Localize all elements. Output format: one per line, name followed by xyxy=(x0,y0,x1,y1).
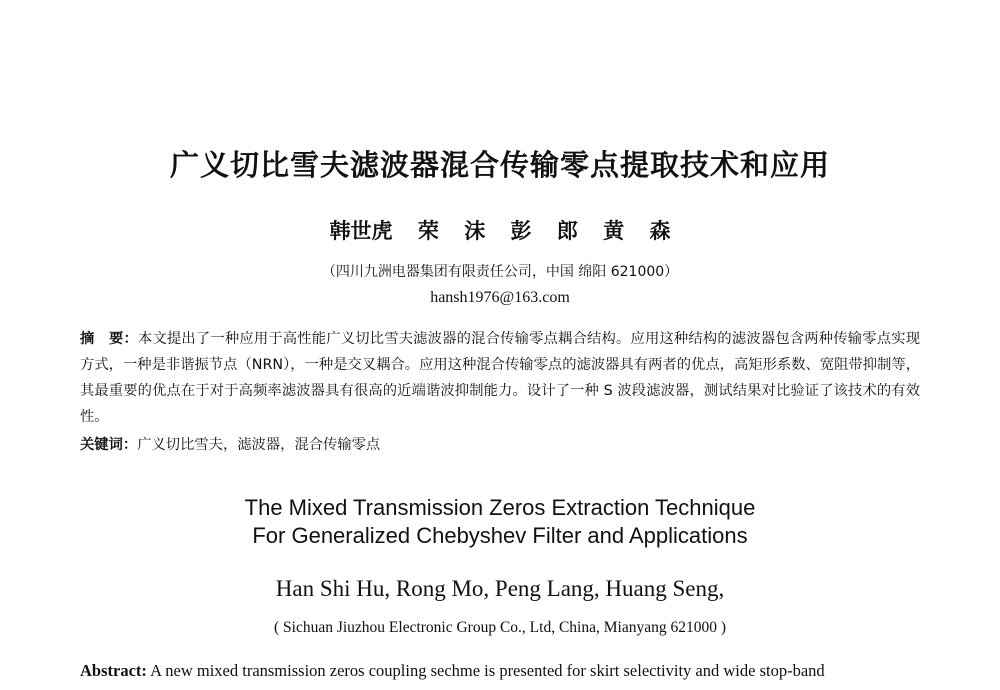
english-abstract xyxy=(80,658,920,684)
english-title-line-2: For Generalized Chebyshev Filter and Applications xyxy=(252,523,748,548)
chinese-keywords-text: 广义切比雪夫，滤波器，混合传输零点 xyxy=(137,437,381,453)
author-email: hansh1976@163.com xyxy=(430,289,570,306)
chinese-author: 韩世虎 xyxy=(329,218,393,243)
chinese-abstract xyxy=(80,326,920,430)
english-affiliation: ( Sichuan Jiuzhou Electronic Group Co., Ltd, China, Mianyang 621000 ) xyxy=(273,619,726,636)
english-title-line-1: The Mixed Transmission Zeros Extraction Technique xyxy=(244,495,756,520)
chinese-author: 黄 xyxy=(603,218,625,243)
chinese-author: 荣 xyxy=(417,218,439,243)
chinese-abstract-text: 本文提出了一种应用于高性能广义切比雪夫滤波器的混合传输零点耦合结构。应用这种结构的滤波器包含两种传输零点实现方式，一种是非谐振节点（NRN），一种是交叉耦合。应用这种混合传输零点的滤波器具有两者的优点，高矩形系数、宽阻带抑制等，其最重要的优点在于对于高频率滤波器具有很高的近端谐波抑制能力。设计了一种 S 波段滤波器，测试结果对比验证了该技术的有效性。 xyxy=(80,331,921,425)
chinese-author: 森 xyxy=(649,218,671,243)
chinese-author: 彭 xyxy=(510,218,532,243)
chinese-keywords xyxy=(80,434,920,454)
english-abstract-text: A new mixed transmission zeros coupling sechme is presented for skirt selectivity and wide stop-band xyxy=(150,661,825,680)
chinese-abstract-label: 摘 要： xyxy=(80,331,138,347)
english-abstract-label: Abstract: xyxy=(80,661,147,680)
chinese-affiliation: （四川九洲电器集团有限责任公司，中国 绵阳 621000） xyxy=(321,264,679,280)
chinese-title: 广义切比雪夫滤波器混合传输零点提取技术和应用 xyxy=(169,148,830,182)
chinese-author-list xyxy=(0,215,1000,245)
english-authors: Han Shi Hu, Rong Mo, Peng Lang, Huang Seng, xyxy=(275,576,725,601)
english-title xyxy=(0,494,1000,550)
chinese-author: 郎 xyxy=(556,218,578,243)
chinese-keywords-label: 关键词： xyxy=(80,437,138,453)
chinese-author: 沫 xyxy=(464,218,486,243)
